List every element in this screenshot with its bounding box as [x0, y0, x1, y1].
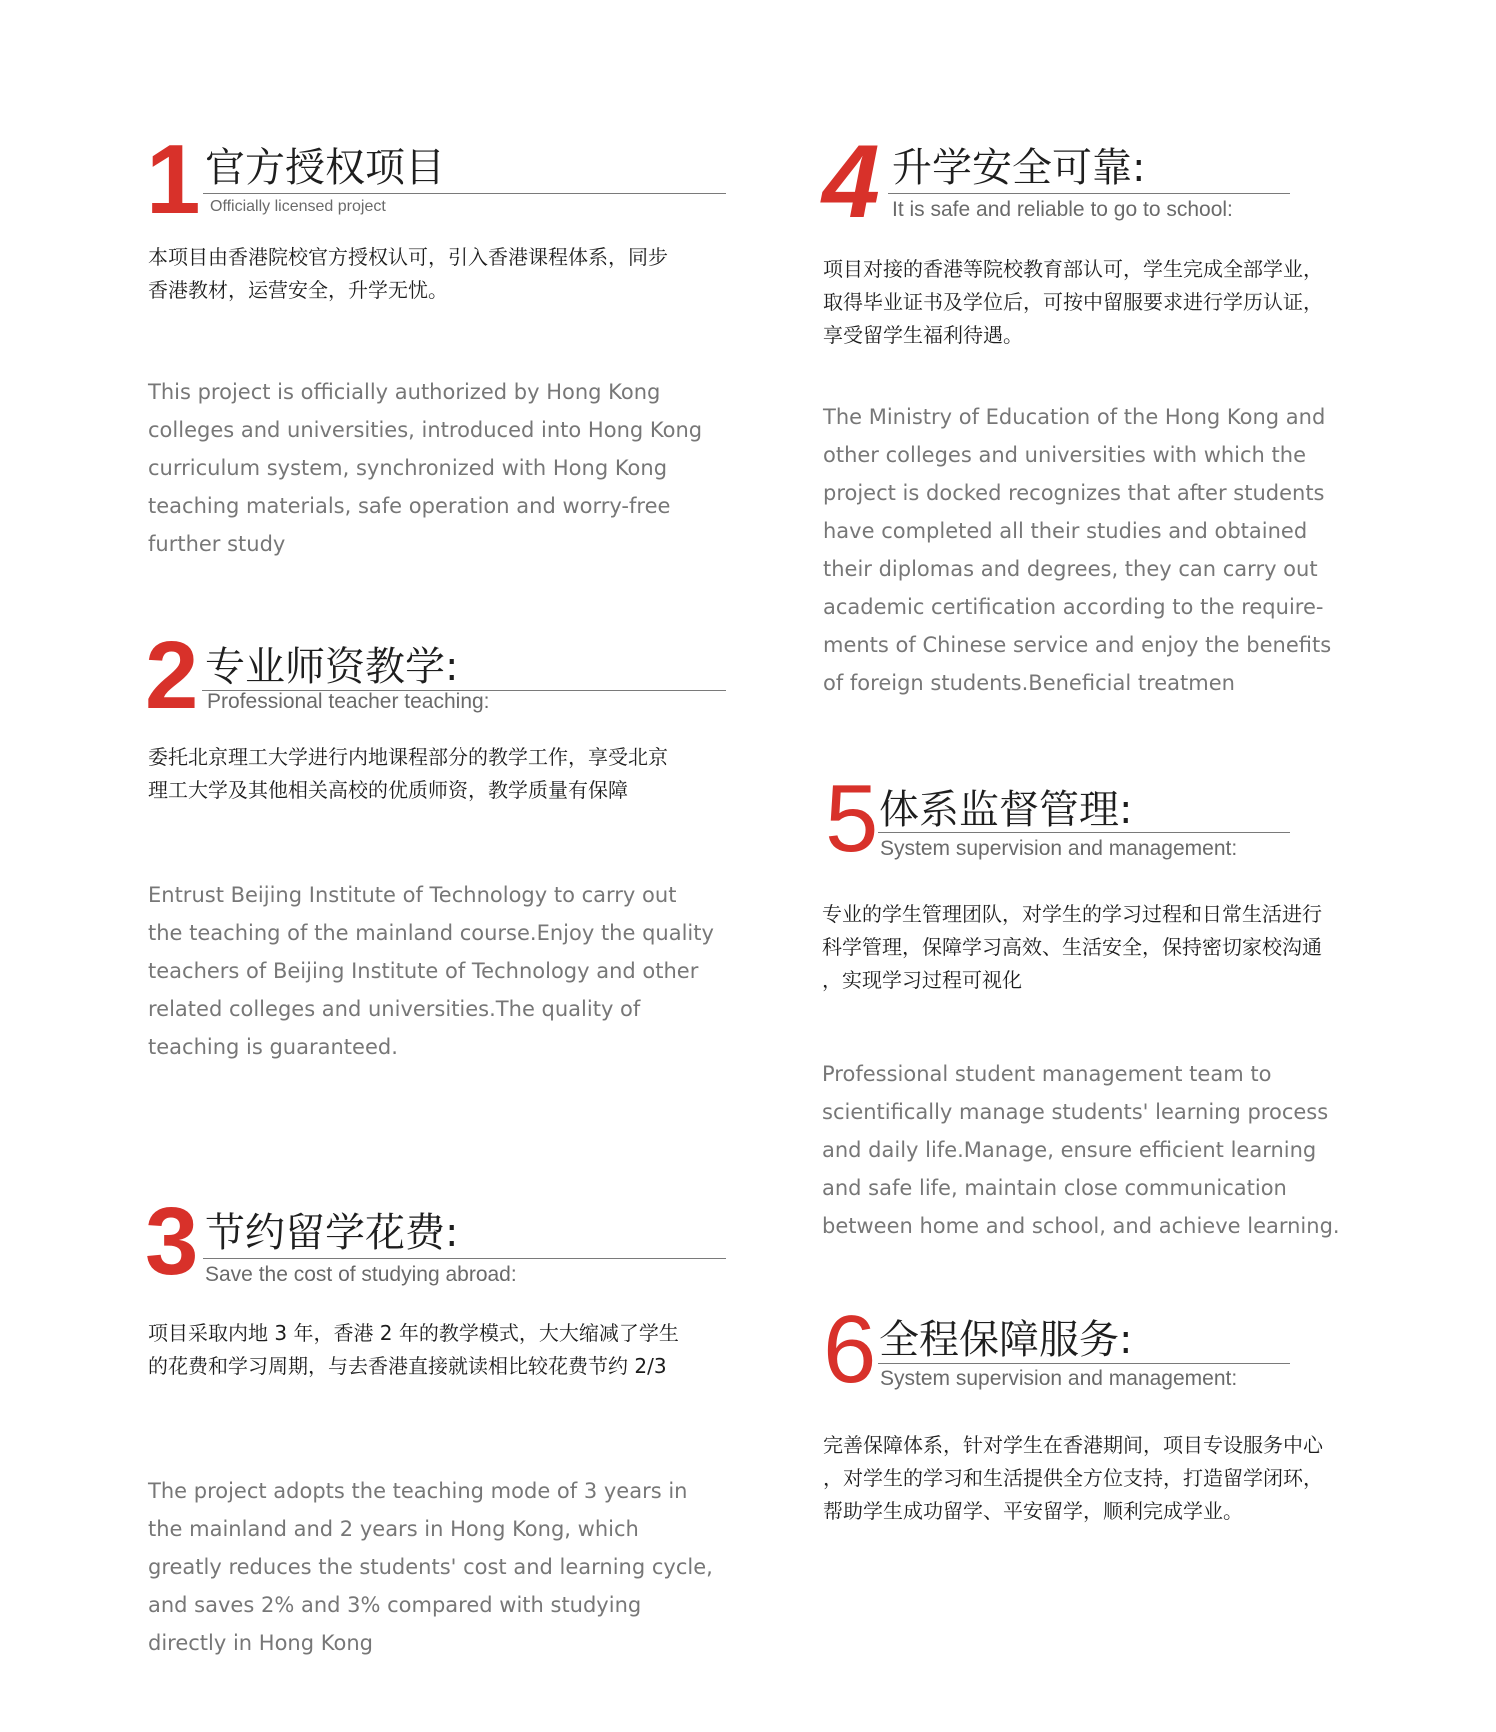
section-body-en: This project is officially authorized by Hong Kong colleges and universities, introduced into Hong Kong curriculum system, synchronized with Hong Kong teaching materials, safe operation and worry-free further study	[148, 380, 703, 556]
section-body-zh: 完善保障体系，针对学生在香港期间，项目专设服务中心 ，对学生的学习和生活提供全方位支持，打造留学闭环， 帮助学生成功留学、平安留学，顺利完成学业。	[823, 1433, 1323, 1523]
section-body-zh: 专业的学生管理团队，对学生的学习过程和日常生活进行 科学管理，保障学习高效、生活安全，保持密切家校沟通 ，实现学习过程可视化	[822, 902, 1322, 992]
section-body-zh: 委托北京理工大学进行内地课程部分的教学工作，享受北京 理工大学及其他相关高校的优质师资，教学质量有保障	[148, 745, 668, 802]
section-title-en: It is safe and reliable to go to school:	[892, 198, 1233, 221]
section-title-zh: 专业师资教学:	[205, 644, 459, 690]
section-title-en: Professional teacher teaching:	[207, 690, 490, 713]
section-body-zh: 项目对接的香港等院校教育部认可，学生完成全部学业， 取得毕业证书及学位后，可按中留服要求进行学历认证， 享受留学生福利待遇。	[823, 257, 1323, 347]
section-body-zh: 项目采取内地 3 年，香港 2 年的教学模式，大大缩减了学生 的花费和学习周期，与去香港直接就读相比较花费节约 2/3	[148, 1321, 679, 1378]
section-body-zh: 本项目由香港院校官方授权认可，引入香港课程体系，同步 香港教材，运营安全，升学无忧。	[148, 245, 668, 302]
section-title-zh: 节约留学花费:	[205, 1210, 459, 1256]
section-title-en: Officially licensed project	[210, 198, 386, 215]
divider	[878, 832, 1290, 833]
section-body-en: The Ministry of Education of the Hong Kong and other colleges and universities with which the project is docked recognizes that after students have completed all their studies and obtained their diplomas and degrees, they can carry out academic certification according to the require- ments of Chinese service and enjoy the benefits of foreign students.Beneficial treatmen	[823, 405, 1332, 695]
section-title-zh: 全程保障服务:	[879, 1317, 1133, 1363]
divider	[888, 193, 1290, 194]
section-title-en: Save the cost of studying abroad:	[205, 1263, 517, 1286]
section-title-zh: 升学安全可靠:	[892, 145, 1146, 191]
section-title-en: System supervision and management:	[880, 1367, 1238, 1390]
section-title-zh: 官方授权项目	[205, 145, 445, 191]
section-title-zh: 体系监督管理:	[879, 787, 1133, 833]
section-number: 1	[146, 124, 197, 234]
section-number: 2	[145, 622, 195, 729]
section-body-en: Professional student management team to scientifically manage students' learning process and daily life.Manage, ensure efficient learning and safe life, maintain close communication between home and school, and achieve learning.	[822, 1062, 1340, 1238]
section-number: 6	[823, 1296, 873, 1403]
section-number: 5	[825, 765, 875, 872]
section-number: 4	[822, 124, 876, 240]
section-body-en: Entrust Beijing Institute of Technology to carry out the teaching of the mainland course.Enjoy the quality teachers of Beijing Institute of Technology and other related colleges and universities.The quality of teaching is guaranteed.	[148, 883, 714, 1059]
divider	[878, 1363, 1290, 1364]
section-title-en: System supervision and management:	[880, 837, 1238, 860]
divider	[203, 1258, 726, 1259]
divider	[203, 193, 726, 194]
section-body-en: The project adopts the teaching mode of 3 years in the mainland and 2 years in Hong Kong, which greatly reduces the students' cost and learning cycle, and saves 2% and 3% compared with studying directly in Hong Kong	[148, 1479, 713, 1655]
section-number: 3	[145, 1188, 195, 1295]
